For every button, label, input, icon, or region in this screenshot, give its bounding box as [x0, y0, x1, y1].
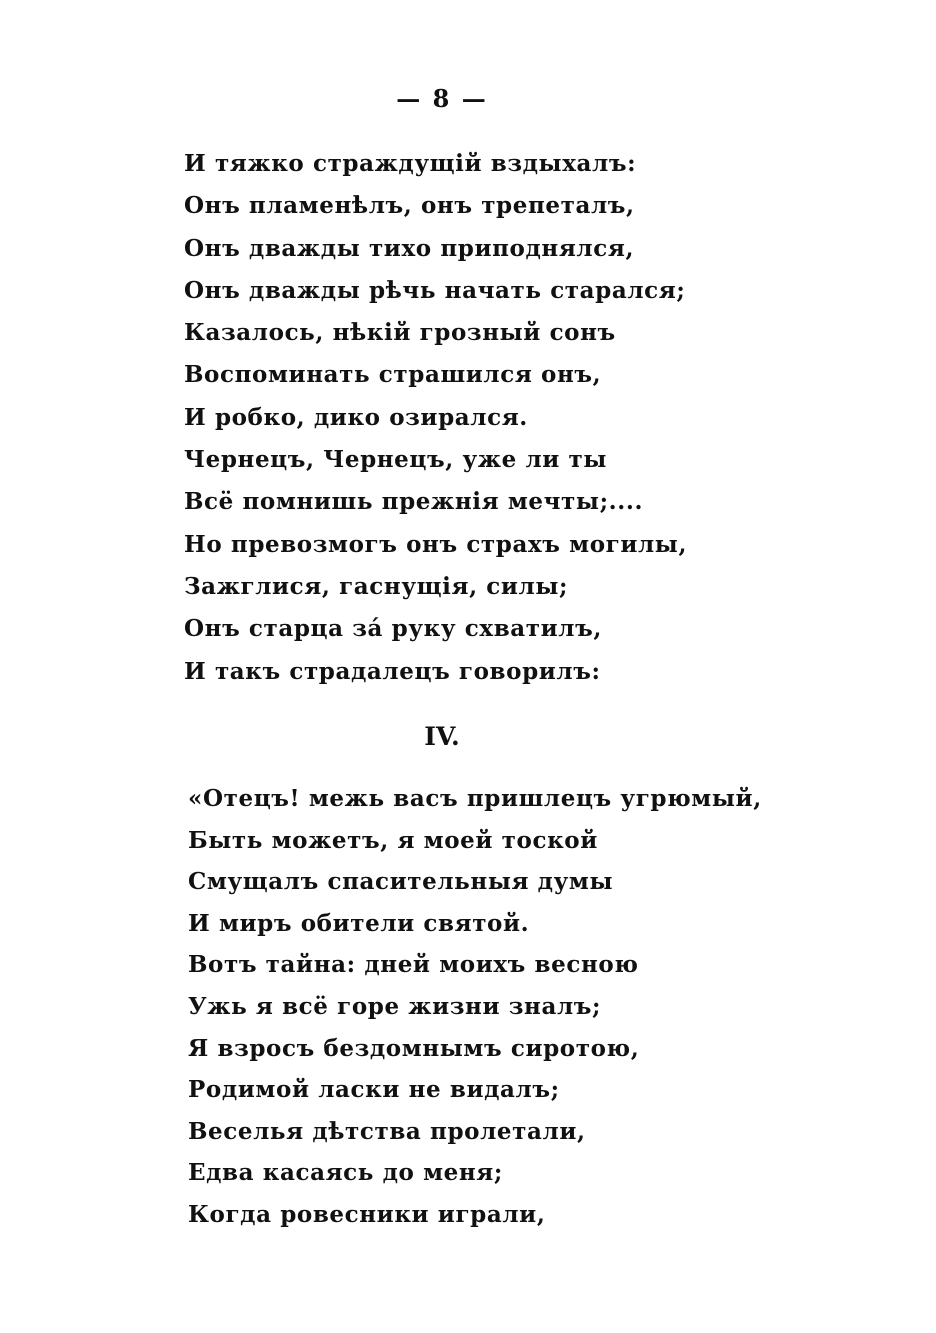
- verse-line: И такъ страдалецъ говорилъ:: [184, 657, 601, 685]
- verse-line: Онъ дважды тихо приподнялся,: [184, 234, 635, 262]
- verse-line: Казалось, нѣкій грозный сонъ: [184, 319, 616, 347]
- verse-line: Зажглися, гаснущія, силы;: [184, 572, 569, 600]
- verse-line: Вотъ тайна: дней моихъ весною: [188, 951, 639, 979]
- verse-line: Всё помнишь прежнія мечты;....: [184, 488, 644, 516]
- page-number: — 8 —: [396, 84, 488, 113]
- verse-line: И миръ обители святой.: [188, 909, 530, 937]
- verse-line: Смущалъ спасительныя думы: [188, 868, 614, 896]
- verse-line: Родимой ласки не видалъ;: [188, 1076, 560, 1104]
- verse-line: И тяжко страждущій вздыхалъ:: [184, 150, 637, 177]
- verse-line: Онъ дважды рѣчь начать старался;: [184, 276, 686, 304]
- verse-line: Когда ровесники играли,: [188, 1200, 546, 1228]
- verse-line: Едва касаясь до меня;: [188, 1159, 503, 1187]
- verse-line: Я взросъ бездомнымъ сиротою,: [188, 1034, 640, 1062]
- verse-line: Онъ пламенѣлъ, онъ трепеталъ,: [184, 192, 635, 220]
- stanza-1: [184, 143, 687, 693]
- verse-line: Быть можетъ, я моей тоской: [188, 826, 598, 854]
- section-heading: IV.: [424, 722, 460, 751]
- verse-line: Но превозмогъ онъ страхъ могилы,: [184, 530, 688, 558]
- verse-line: Онъ старца за́ руку схватилъ,: [184, 615, 602, 643]
- verse-line: Воспоминать страшился онъ,: [184, 361, 602, 389]
- verse-line: И робко, дико озирался.: [184, 403, 528, 431]
- verse-line: Ужь я всё горе жизни зналъ;: [188, 992, 602, 1020]
- verse-line: «Отецъ! межь васъ пришлецъ угрюмый,: [188, 785, 762, 812]
- verse-line: Чернецъ, Чернецъ, уже ли ты: [184, 446, 608, 474]
- verse-line: Веселья дѣтства пролетали,: [188, 1117, 586, 1145]
- stanza-2: [188, 778, 762, 1236]
